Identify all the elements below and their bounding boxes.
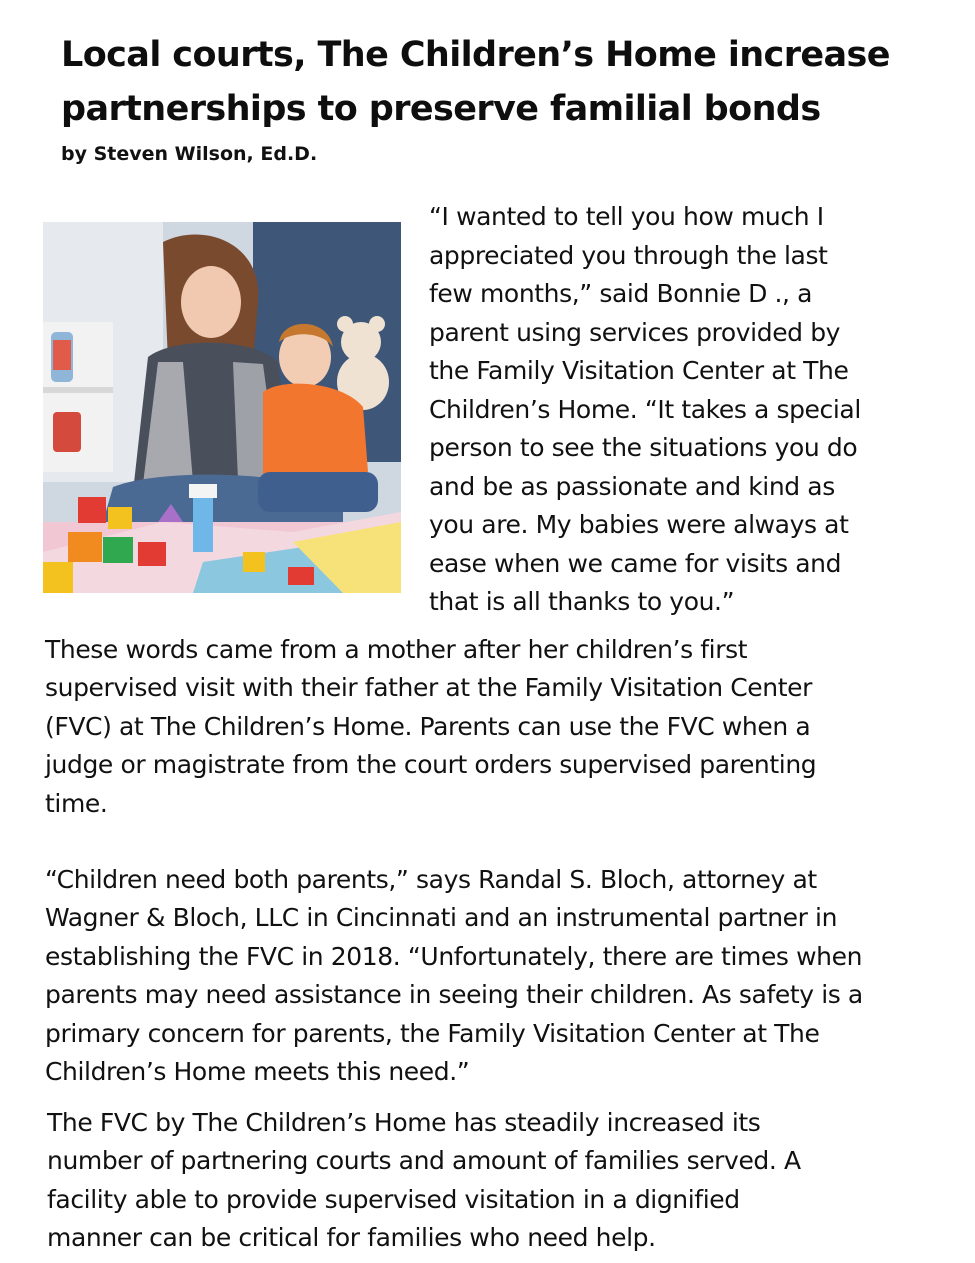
paragraph-3 [47,1104,947,1258]
quote-line: few months,” said Bonnie D ., a [429,279,813,308]
paragraph-line: number of partnering courts and amount of families served. A [47,1146,801,1176]
paragraph-line: “Children need both parents,” says Randal S. Bloch, attorney at [45,865,817,894]
paragraph-line: The FVC by The Children’s Home has steadily increased its [47,1108,761,1137]
paragraph-line: Wagner & Bloch, LLC in Cincinnati and an instrumental partner in [45,903,838,933]
quote-line: ease when we came for visits and [429,548,842,578]
paragraph-line: (FVC) at The Children’s Home. Parents can use the FVC when a [45,711,811,741]
quote-line: parent using services provided by [429,317,841,347]
photo-mother-child-blocks-icon [43,222,401,593]
quote-line: person to see the situations you do [429,433,858,462]
quote-line: you are. My babies were always at [429,510,849,539]
paragraph-line: manner can be critical for families who need help. [47,1223,656,1253]
byline: by Steven Wilson, Ed.D. [61,143,318,165]
title-line: Local courts, The Children’s Home increase [61,35,890,75]
quote-line: that is all thanks to you.” [429,587,735,616]
paragraph-line: time. [45,788,108,818]
quote-block [429,198,949,622]
quote-line: and be as passionate and kind as [429,471,835,501]
quote-line: the Family Visitation Center at The [429,356,849,385]
title-line: partnerships to preserve familial bonds [61,89,821,129]
paragraph-line: judge or magistrate from the court orders supervised parenting [45,750,817,780]
paragraph-line: parents may need assistance in seeing their children. As safety is a [45,980,863,1010]
paragraph-1 [45,631,945,823]
article-photo [43,222,401,593]
paragraph-line: facility able to provide supervised visitation in a dignified [47,1184,740,1214]
quote-line: appreciated you through the last [429,240,828,270]
paragraph-2 [45,861,945,1091]
quote-line: “I wanted to tell you how much I [429,202,824,231]
paragraph-line: supervised visit with their father at the Family Visitation Center [45,673,812,703]
quote-line: Children’s Home. “It takes a special [429,394,861,424]
paragraph-line: establishing the FVC in 2018. “Unfortunately, there are times when [45,941,863,971]
paragraph-line: Children’s Home meets this need.” [45,1057,470,1087]
paragraph-line: These words came from a mother after her children’s first [45,635,748,664]
paragraph-line: primary concern for parents, the Family Visitation Center at The [45,1018,820,1048]
article-title [61,28,941,136]
